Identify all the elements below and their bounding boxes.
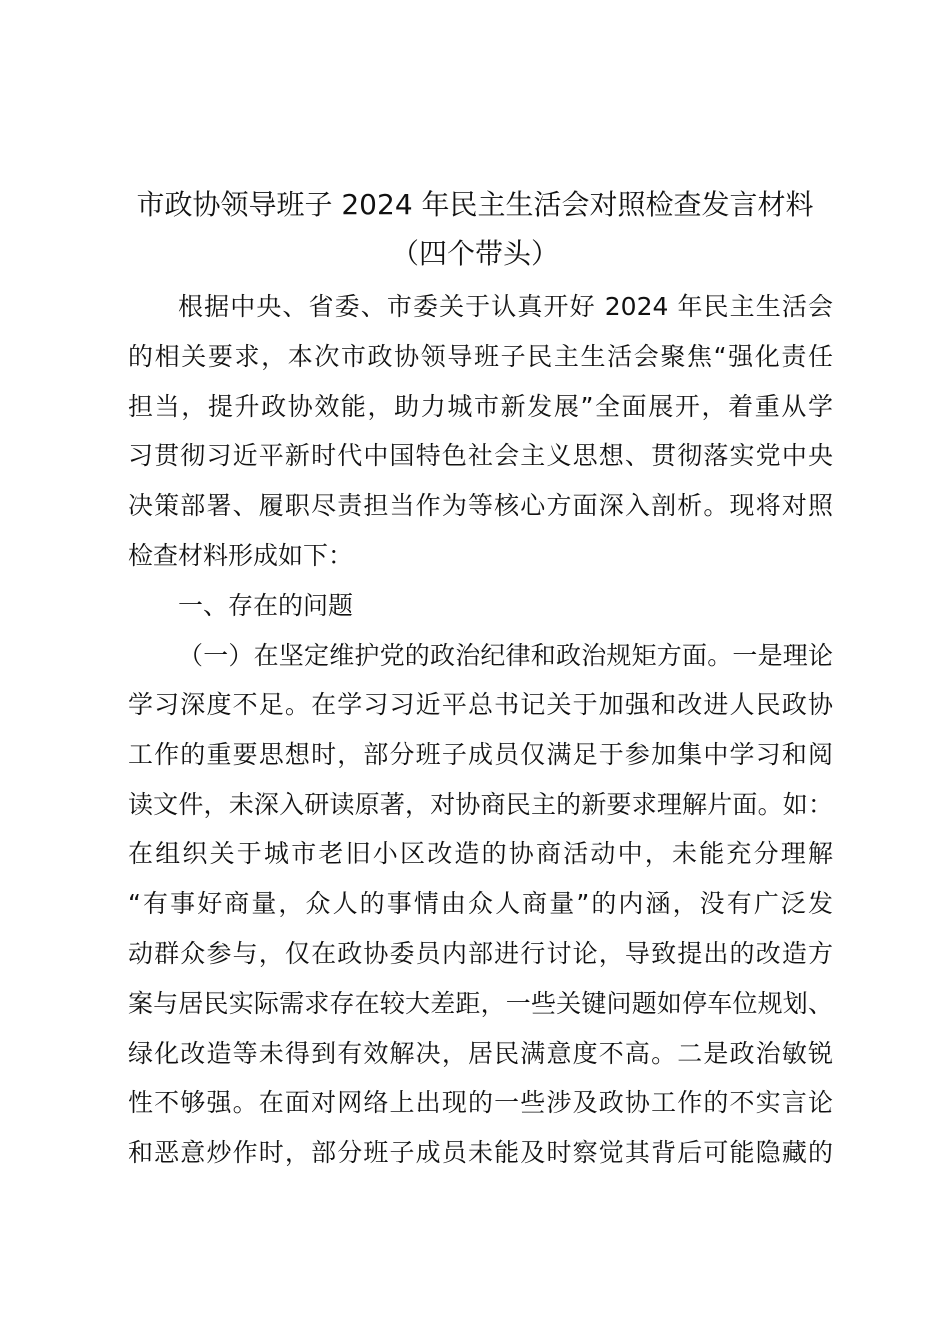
subsection-line-8: 案与居民实际需求存在较大差距，一些关键问题如停车位规划、 <box>128 989 833 1018</box>
subsection-line-1: （一）在坚定维护党的政治纪律和政治规矩方面。一是理论 <box>178 641 833 670</box>
intro-line-2: 的相关要求，本次市政协领导班子民主生活会聚焦“强化责任 <box>128 342 833 371</box>
subsection-line-2: 学习深度不足。在学习习近平总书记关于加强和改进人民政协 <box>128 690 833 719</box>
document-subtitle: （四个带头） <box>390 237 559 270</box>
subsection-line-3: 工作的重要思想时，部分班子成员仅满足于参加集中学习和阅 <box>128 740 833 769</box>
subsection-line-10: 性不够强。在面对网络上出现的一些涉及政协工作的不实言论 <box>128 1088 833 1117</box>
intro-line-1: 根据中央、省委、市委关于认真开好 2024 年民主生活会 <box>178 292 833 321</box>
subsection-line-9: 绿化改造等未得到有效解决，居民满意度不高。二是政治敏锐 <box>128 1039 833 1068</box>
subsection-line-11: 和恶意炒作时，部分班子成员未能及时察觉其背后可能隐藏的 <box>128 1138 833 1167</box>
section-heading: 一、存在的问题 <box>178 591 354 620</box>
intro-line-6: 检查材料形成如下： <box>128 541 354 570</box>
subsection-line-4: 读文件，未深入研读原著，对协商民主的新要求理解片面。如： <box>128 790 833 819</box>
subsection-line-6: “有事好商量，众人的事情由众人商量”的内涵，没有广泛发 <box>128 889 833 918</box>
intro-line-4: 习贯彻习近平新时代中国特色社会主义思想、贯彻落实党中央 <box>128 441 833 470</box>
subsection-line-7: 动群众参与，仅在政协委员内部进行讨论，导致提出的改造方 <box>128 939 833 968</box>
subsection-line-5: 在组织关于城市老旧小区改造的协商活动中，未能充分理解 <box>128 839 833 868</box>
intro-line-5: 决策部署、履职尽责担当作为等核心方面深入剖析。现将对照 <box>128 491 833 520</box>
document-title: 市政协领导班子 2024 年民主生活会对照检查发言材料 <box>136 188 814 221</box>
intro-line-3: 担当，提升政协效能，助力城市新发展”全面展开，着重从学 <box>128 392 833 421</box>
